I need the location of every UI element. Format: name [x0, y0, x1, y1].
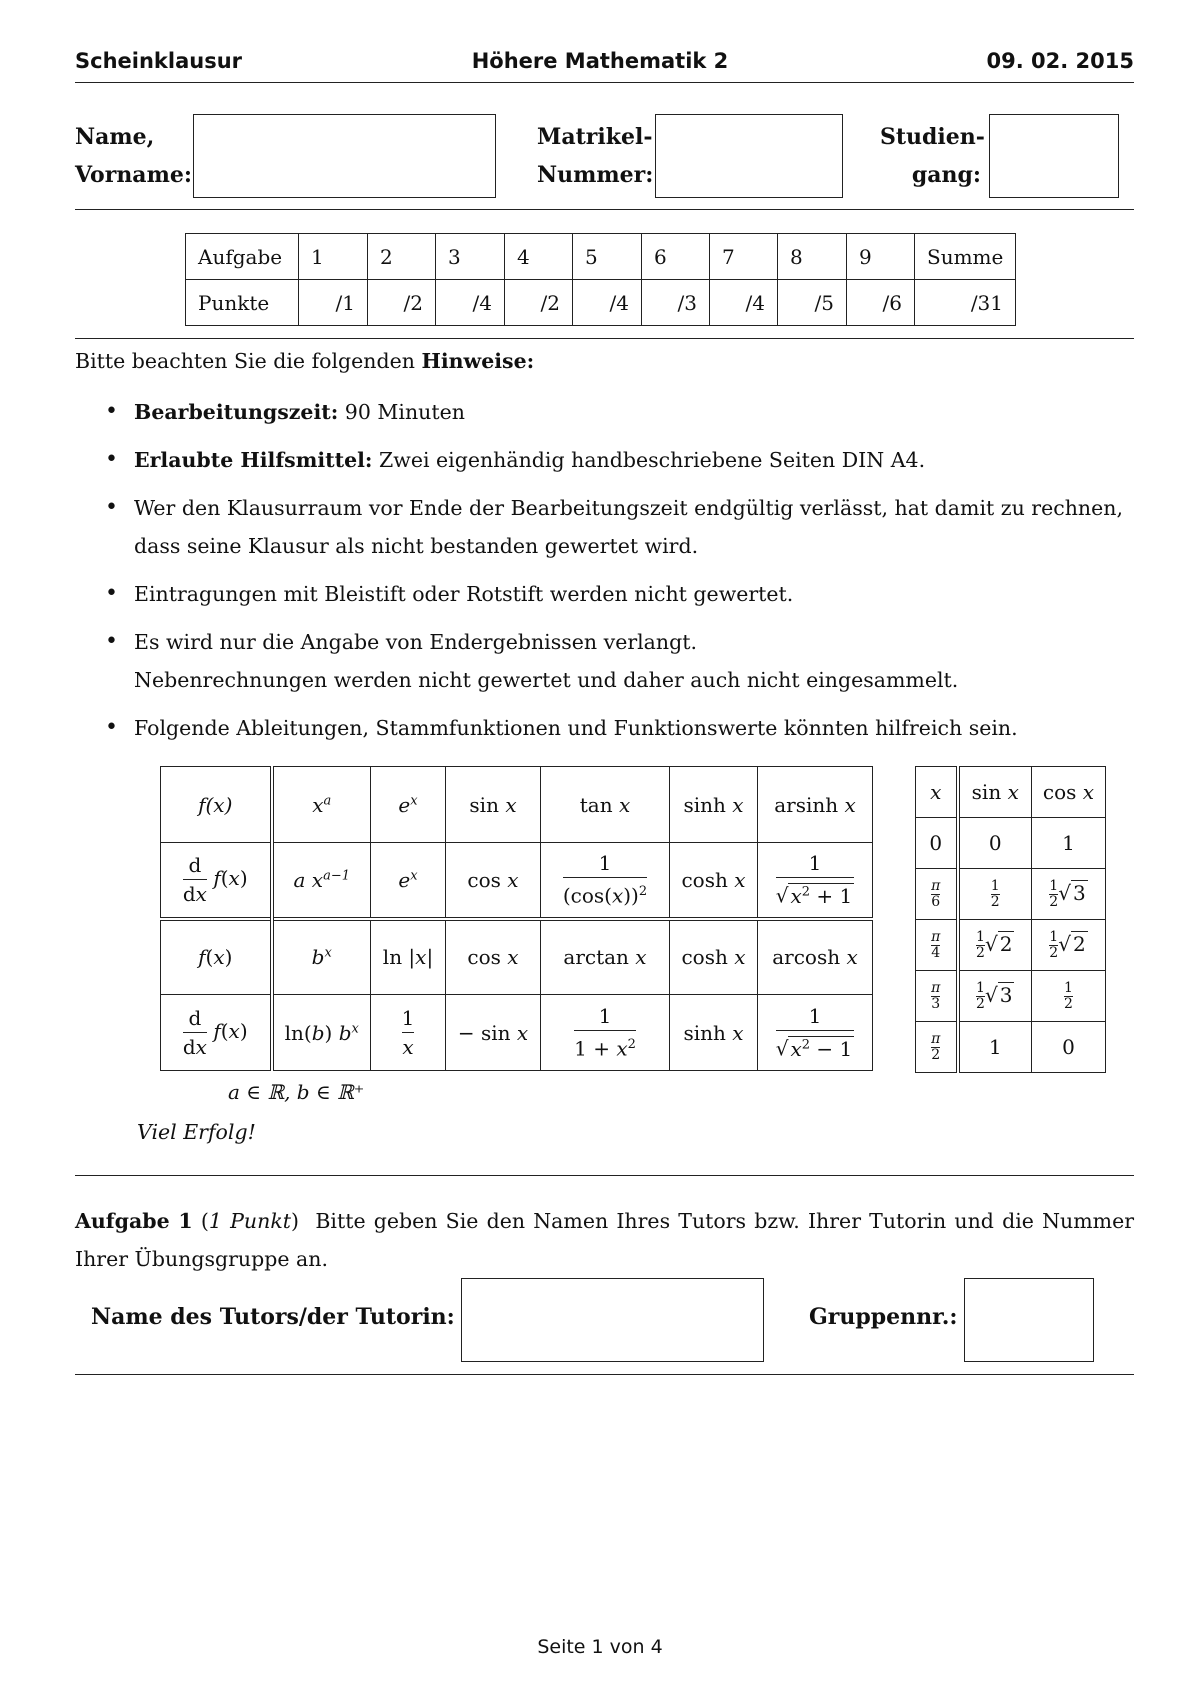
- task-number: 7: [710, 234, 778, 280]
- formula-cell: sinh x: [670, 767, 758, 843]
- name-field[interactable]: [193, 114, 496, 198]
- trig-cell: $\frac{\pi}{4}$: [916, 920, 958, 971]
- formula-cell: cos x: [446, 843, 541, 919]
- tutor-label: Name des Tutors/der Tutorin:: [91, 1304, 455, 1330]
- score-row-label: Aufgabe: [186, 234, 299, 280]
- task-rule-top: [75, 1175, 1134, 1176]
- trig-cell: $\frac{1}{2}$: [1032, 971, 1106, 1022]
- notice-item: • Erlaubte Hilfsmittel: Zwei eigenhändig handbeschriebene Seiten DIN A4.: [103, 441, 1134, 479]
- formula-cell: cosh x: [670, 843, 758, 919]
- task-rule-bottom: [75, 1374, 1134, 1375]
- name-label: Name, Vorname:: [75, 124, 192, 188]
- notice-item: • Eintragungen mit Bleistift oder Rotstift werden nicht gewertet.: [103, 575, 1134, 613]
- header-date: 09. 02. 2015: [986, 49, 1134, 73]
- formula-cell: ln |x|: [371, 919, 446, 995]
- task-number: 5: [573, 234, 642, 280]
- points-cell[interactable]: /2: [505, 280, 573, 326]
- trig-header: sin x: [958, 767, 1032, 818]
- formula-cell: $e^x$: [371, 767, 446, 843]
- trig-cell: $\frac{1}{2}$: [958, 869, 1032, 920]
- trig-table: [915, 766, 1106, 1073]
- trig-header: x: [916, 767, 958, 818]
- fx-header: f(x): [161, 919, 272, 995]
- points-sum-cell[interactable]: /31: [915, 280, 1016, 326]
- header-title: Höhere Mathematik 2: [471, 49, 729, 73]
- score-row-points: [186, 280, 1016, 326]
- formula-cell: − sin x: [446, 995, 541, 1071]
- derivative-table: [160, 766, 873, 1071]
- task1-text: Aufgabe 1 (1 Punkt) Bitte geben Sie den Namen Ihres Tutors bzw. Ihrer Tutorin und die Nummer Ihrer Übungsgruppe an.: [75, 1209, 1135, 1271]
- formula-cell: $\frac{1}{x}$: [371, 995, 446, 1071]
- trig-cell: 0: [916, 818, 958, 869]
- formula-cell: arsinh x: [758, 767, 873, 843]
- parameter-note: a ∈ ℝ, b ∈ ℝ⁺: [228, 1080, 365, 1104]
- trig-cell: 1: [1032, 818, 1106, 869]
- points-cell[interactable]: /4: [710, 280, 778, 326]
- trig-cell: $\frac{1}{2}$ √ 2: [958, 920, 1032, 971]
- notice-intro: Bitte beachten Sie die folgenden Hinweise:: [75, 349, 535, 373]
- notice-item: • Es wird nur die Angabe von Endergebnissen verlangt. Nebenrechnungen werden nicht gewertet und daher auch nicht eingesammelt.: [103, 623, 1134, 699]
- formula-cell: arcosh x: [758, 919, 873, 995]
- task-number: 3: [436, 234, 505, 280]
- trig-cell: 1: [958, 1022, 1032, 1073]
- formula-cell: $x^a$: [272, 767, 371, 843]
- formula-cell: cosh x: [670, 919, 758, 995]
- studiengang-field[interactable]: [989, 114, 1119, 198]
- formula-cell: cos x: [446, 919, 541, 995]
- task-number: 9: [847, 234, 915, 280]
- header-rule: [75, 82, 1134, 83]
- notice-item: • Bearbeitungszeit: 90 Minuten: [103, 393, 1134, 431]
- formula-cell: $e^x$: [371, 843, 446, 919]
- fields-rule: [75, 209, 1134, 210]
- trig-cell: $\frac{1}{2}$ √ 3: [1032, 869, 1106, 920]
- dfx-header: $\frac{d}{dx}$ f(x): [161, 995, 272, 1071]
- trig-header: cos x: [1032, 767, 1106, 818]
- tutor-field[interactable]: [461, 1278, 764, 1362]
- score-rule: [75, 338, 1134, 339]
- trig-cell: $\frac{1}{2}$ √ 3: [958, 971, 1032, 1022]
- score-table: [185, 233, 1016, 326]
- notice-list: [103, 393, 1134, 757]
- trig-cell: $\frac{\pi}{6}$: [916, 869, 958, 920]
- score-row-tasks: [186, 234, 1016, 280]
- formula-cell: $b^x$: [272, 919, 371, 995]
- task-number: 1: [299, 234, 368, 280]
- points-cell[interactable]: /6: [847, 280, 915, 326]
- formula-cell: a $x^{a-1}$: [272, 843, 371, 919]
- formula-cell: $\frac{1}{√ x^2 + 1}$: [758, 843, 873, 919]
- task-number: 6: [642, 234, 710, 280]
- matrikel-label: Matrikel- Nummer:: [537, 124, 654, 188]
- trig-cell: $\frac{1}{2}$ √ 2: [1032, 920, 1106, 971]
- formula-cell: $\frac{1}{1 + x^2}$: [541, 995, 670, 1071]
- formula-cell: $\frac{1}{√ x^2 - 1}$: [758, 995, 873, 1071]
- formula-cell: tan x: [541, 767, 670, 843]
- trig-cell: 0: [958, 818, 1032, 869]
- group-field[interactable]: [964, 1278, 1094, 1362]
- points-cell[interactable]: /4: [436, 280, 505, 326]
- group-label: Gruppennr.:: [809, 1304, 958, 1330]
- page-number: Seite 1 von 4: [537, 1636, 663, 1658]
- formula-cell: sin x: [446, 767, 541, 843]
- task-sum-header: Summe: [915, 234, 1016, 280]
- formula-cell: $\frac{1}{(\cos(x))^2}$: [541, 843, 670, 919]
- dfx-header: $\frac{d}{dx}$ f(x): [161, 843, 272, 919]
- task-number: 4: [505, 234, 573, 280]
- trig-cell: $\frac{\pi}{2}$: [916, 1022, 958, 1073]
- task-number: 8: [778, 234, 847, 280]
- closing-wish: Viel Erfolg!: [137, 1120, 256, 1144]
- studiengang-label: Studien- gang:: [880, 124, 985, 188]
- header-left: Scheinklausur: [75, 49, 243, 73]
- points-cell[interactable]: /2: [368, 280, 436, 326]
- points-cell[interactable]: /1: [299, 280, 368, 326]
- trig-cell: $\frac{\pi}{3}$: [916, 971, 958, 1022]
- trig-cell: 0: [1032, 1022, 1106, 1073]
- formula-cell: arctan x: [541, 919, 670, 995]
- formula-cell: sinh x: [670, 995, 758, 1071]
- points-cell[interactable]: /4: [573, 280, 642, 326]
- matrikel-field[interactable]: [655, 114, 843, 198]
- points-cell[interactable]: /3: [642, 280, 710, 326]
- fx-header: f(x): [161, 767, 272, 843]
- score-row-label: Punkte: [186, 280, 299, 326]
- notice-item: • Folgende Ableitungen, Stammfunktionen und Funktionswerte könnten hilfreich sein.: [103, 709, 1134, 747]
- points-cell[interactable]: /5: [778, 280, 847, 326]
- task-number: 2: [368, 234, 436, 280]
- formula-cell: ln(b) $b^x$: [272, 995, 371, 1071]
- notice-item: • Wer den Klausurraum vor Ende der Bearbeitungszeit endgültig verlässt, hat damit zu rechnen, dass seine Klausur als nicht bestanden gewertet wird.: [103, 489, 1134, 565]
